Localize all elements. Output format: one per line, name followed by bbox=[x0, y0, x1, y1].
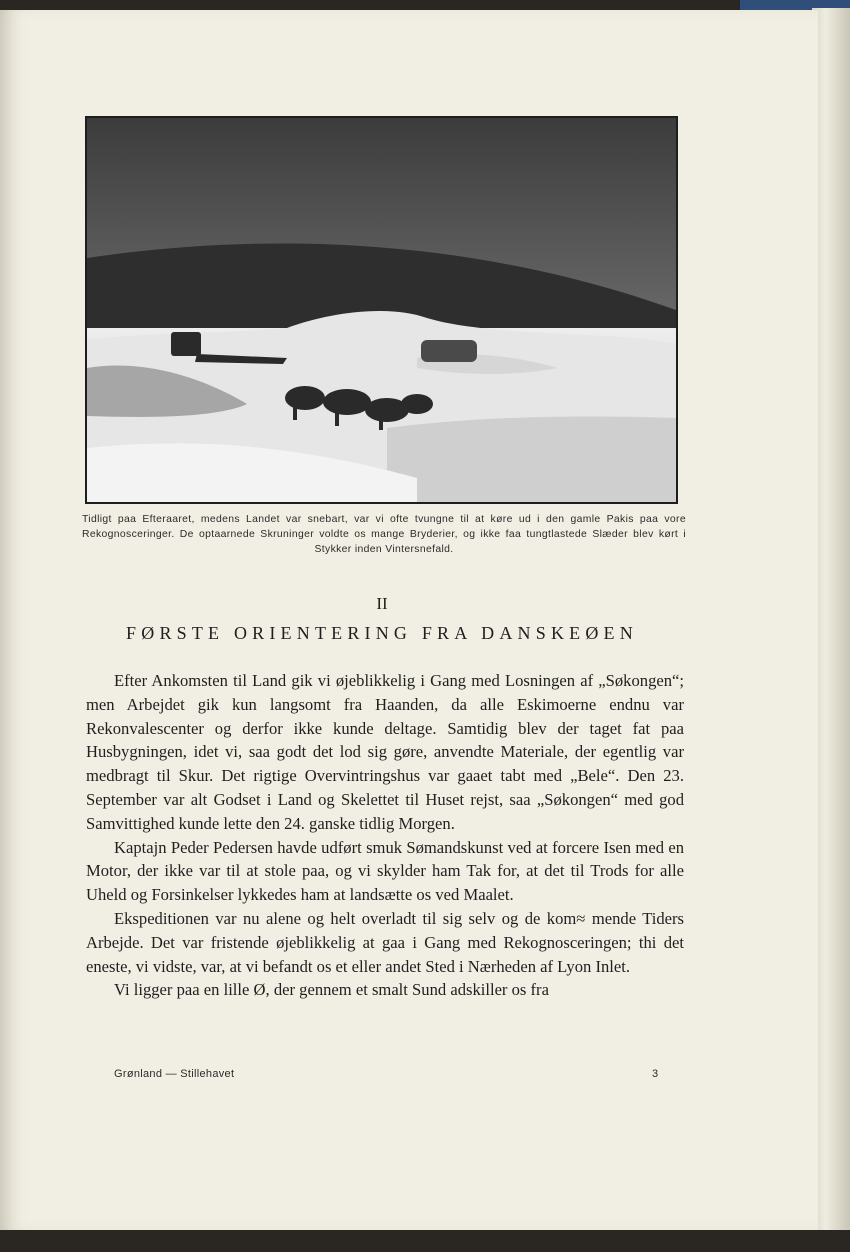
running-footer: Grønland — Stillehavet bbox=[114, 1068, 235, 1080]
paragraph: Vi ligger paa en lille Ø, der gennem et smalt Sund adskiller os fra bbox=[114, 980, 549, 1000]
photo-caption: Tidligt paa Efteraaret, medens Landet var snebart, var vi ofte tvungne til at køre ud i den gamle Pakis paa vore Rekognosceringer. De optaarnede Skruninger voldte os mange Bryderier, og ikke faa tungtlastede Slæder blev kørt i Stykker inden Vintersnefald. bbox=[82, 514, 686, 555]
book-page bbox=[0, 10, 818, 1230]
paragraph: Efter Ankomsten til Land gik vi øjeblikkelig i Gang med Losningen af „Søkongen“; men Arbejdet gik kun langsomt fra Haanden, da alle Eskimoerne endnu var Rekonvalescenter og derfor ikke kunde deltage. Samtidig blev der taget fat paa Husbygningen, idet vi, saa godt det lod sig gøre, anvendte Materiale, der egentlig var medbragt til Skur. Det rigtige Overvintringshus var gaaet tabt med „Bele“. Den 23. September var alt Godset i Land og Skelettet til Huset rejst, saa „Søkongen“ med god Samvittighed kunde lette den 24. ganske tidlig Morgen. bbox=[86, 671, 684, 833]
photograph bbox=[85, 116, 678, 504]
paragraph: Kaptajn Peder Pedersen havde udført smuk Sømandskunst ved at forcere Isen med en Motor, der ikke var til at stole paa, og vi skylder ham Tak for, at det til Trods for alle Uheld og Forsinkelser lykkedes ham at landsætte os ved Maalet. bbox=[86, 837, 684, 905]
photo-sled-dogs-illustration bbox=[87, 118, 676, 502]
body-text bbox=[86, 669, 684, 1002]
chapter-title: FØRSTE ORIENTERING FRA DANSKEØEN bbox=[126, 623, 638, 643]
paragraph: Ekspeditionen var nu alene og helt overladt til sig selv og de kom≈ mende Tiders Arbejde. Det var fristende øjeblikkelig at gaa i Gang med Rekognosceringen; thi det eneste, vi vidste, var, at vi befandt os et eller andet Sted i Nærheden af Lyon Inlet. bbox=[86, 908, 684, 976]
chapter-number: II bbox=[376, 594, 388, 613]
page-number: 3 bbox=[652, 1068, 659, 1080]
